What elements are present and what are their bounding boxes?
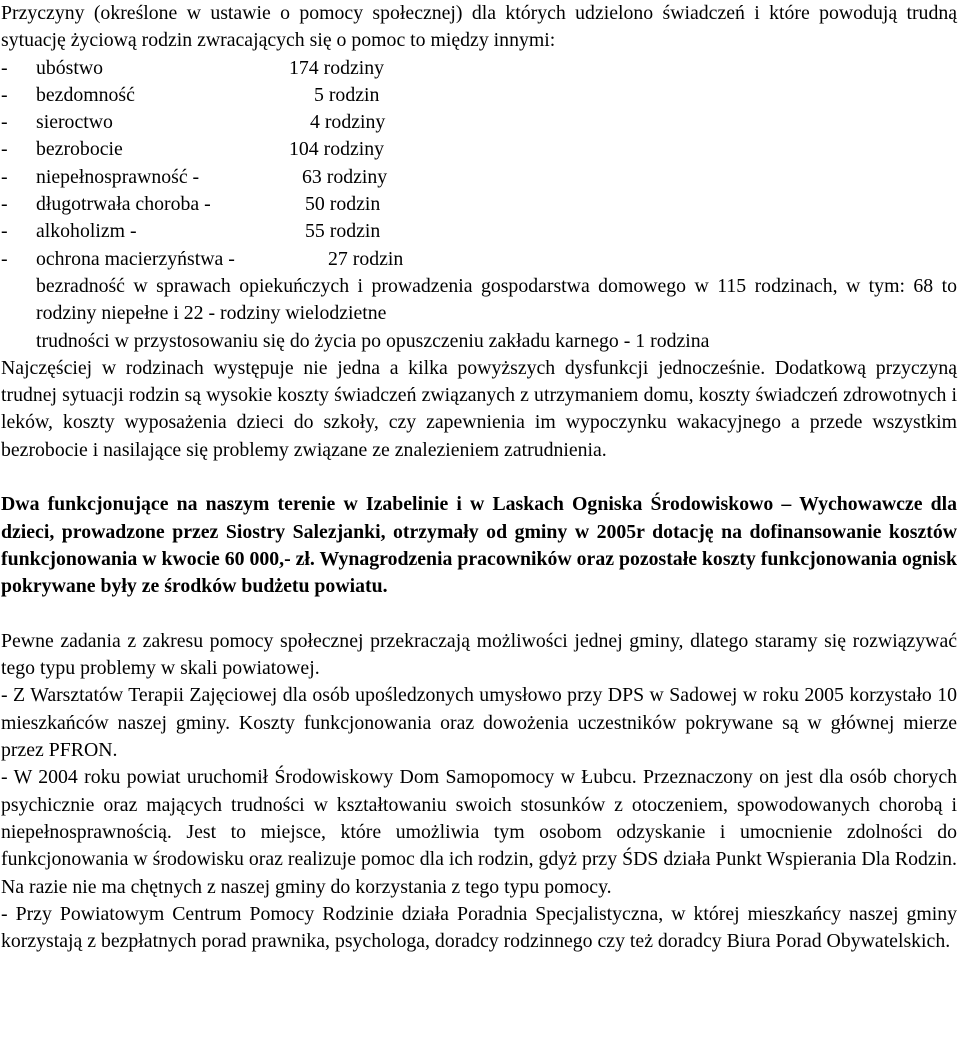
list-dash: - [1,56,8,79]
list-item [1,191,957,218]
list-item [1,136,957,163]
list-item [1,218,957,245]
cause-text: bezradność w sprawach opiekuńczych i prowadzenia gospodarstwa domowego w 115 rodzinach, w tym: 68 to rodziny niepełne i 22 - rodziny wielodzietne [36,274,957,325]
wtz-paragraph: - Z Warsztatów Terapii Zajęciowej dla osób upośledzonych umysłowo przy DPS w Sadowej w roku 2005 korzystało 10 mieszkańców naszej gminy. Koszty funkcjonowania oraz dowożenia uczestników pokrywane są w głównej mierze przez PFRON. [1,684,957,762]
cause-value: 104 rodziny [289,138,385,161]
list-dash: - [1,220,8,243]
pcpr-paragraph: - Przy Powiatowym Centrum Pomocy Rodzinie działa Poradnia Specjalistyczna, w której mieszkańcy naszej gminy korzystają z bezpłatnych porad prawnika, psychologa, doradcy rodzinnego czy też doradcy Biura Porad Obywatelskich. [1,902,957,953]
ogniska-paragraph: Dwa funkcjonujące na naszym terenie w Izabelinie i w Laskach Ogniska Środowiskowo – Wychowawcze dla dzieci, prowadzone przez Siostry Salezjanki, otrzymały od gminy w 2005r dotację na dofinansowanie kosztów funkcjonowania w kwocie 60 000,- zł. Wynagrodzenia pracowników oraz pozostałe koszty funkcjonowania ognisk pokrywane były ze środków budżetu powiatu. [1,493,957,598]
list-dash: - [1,165,8,188]
list-dash: - [1,247,8,270]
cause-label: niepełnosprawność - [36,165,200,188]
list-item [1,55,957,82]
cause-value: 63 rodziny [302,165,388,188]
cause-label: ochrona macierzyństwa - [36,247,235,270]
summary-paragraph: Najczęściej w rodzinach występuje nie jedna a kilka powyższych dysfunkcji jednocześnie. Dodatkową przyczyną trudnej sytuacji rodzin są wysokie koszty świadczeń związanych z utrzymaniem domu, koszty świadczeń zdrowotnych i leków, koszty wyposażenia dzieci do szkoły, czy zapewnienia im wypoczynku wakacyjnego a przede wszystkim bezrobocie i nasilające się problemy związane ze znalezieniem zatrudnienia. [1,356,957,461]
list-dash: - [1,193,8,216]
cause-label: sieroctwo [36,111,113,134]
tasks-paragraph: Pewne zadania z zakresu pomocy społecznej przekraczają możliwości jednej gminy, dlatego staramy się rozwiązywać tego typu problemy w skali powiatowej. [1,629,957,680]
cause-value: 174 rodziny [289,56,385,79]
list-item [1,82,957,109]
list-item [1,246,957,273]
list-item [1,328,957,355]
sds-paragraph: - W 2004 roku powiat uruchomił Środowiskowy Dom Samopomocy w Łubcu. Przeznaczony on jest dla osób chorych psychicznie oraz mających trudności w kształtowaniu swoich stosunków z otoczeniem, spowodowanych chorobą i niepełnosprawnością. Jest to miejsce, które umożliwia tym osobom odzyskanie i umocnienie zdolności do funkcjonowania w środowisku oraz realizuje pomoc dla ich rodzin, gdyż przy ŚDS działa Punkt Wspierania Dla Rodzin. Na razie nie ma chętnych z naszej gminy do korzystania z tego typu pomocy. [1,766,957,898]
cause-value: 5 rodzin [314,83,380,106]
cause-value: 27 rodzin [328,247,404,270]
list-item [1,109,957,136]
list-item [1,164,957,191]
list-item [1,273,957,328]
cause-label: bezrobocie [36,138,123,161]
cause-label: bezdomność [36,83,135,106]
cause-label: alkoholizm - [36,220,137,243]
causes-list [1,55,957,355]
cause-label: długotrwała choroba - [36,193,211,216]
cause-value: 50 rodzin [305,193,381,216]
cause-value: 4 rodziny [310,111,386,134]
list-dash: - [1,138,8,161]
list-dash: - [1,83,8,106]
list-dash: - [1,111,8,134]
list-dash [1,328,36,355]
cause-text: trudności w przystosowaniu się do życia po opuszczeniu zakładu karnego - 1 rodzina [36,329,710,352]
intro-paragraph: Przyczyny (określone w ustawie o pomocy społecznej) dla których udzielono świadczeń i które powodują trudną sytuację życiową rodzin zwracających się o pomoc to między innymi: [1,2,957,52]
cause-label: ubóstwo [36,56,104,79]
cause-value: 55 rodzin [305,220,381,243]
list-dash [1,273,36,300]
